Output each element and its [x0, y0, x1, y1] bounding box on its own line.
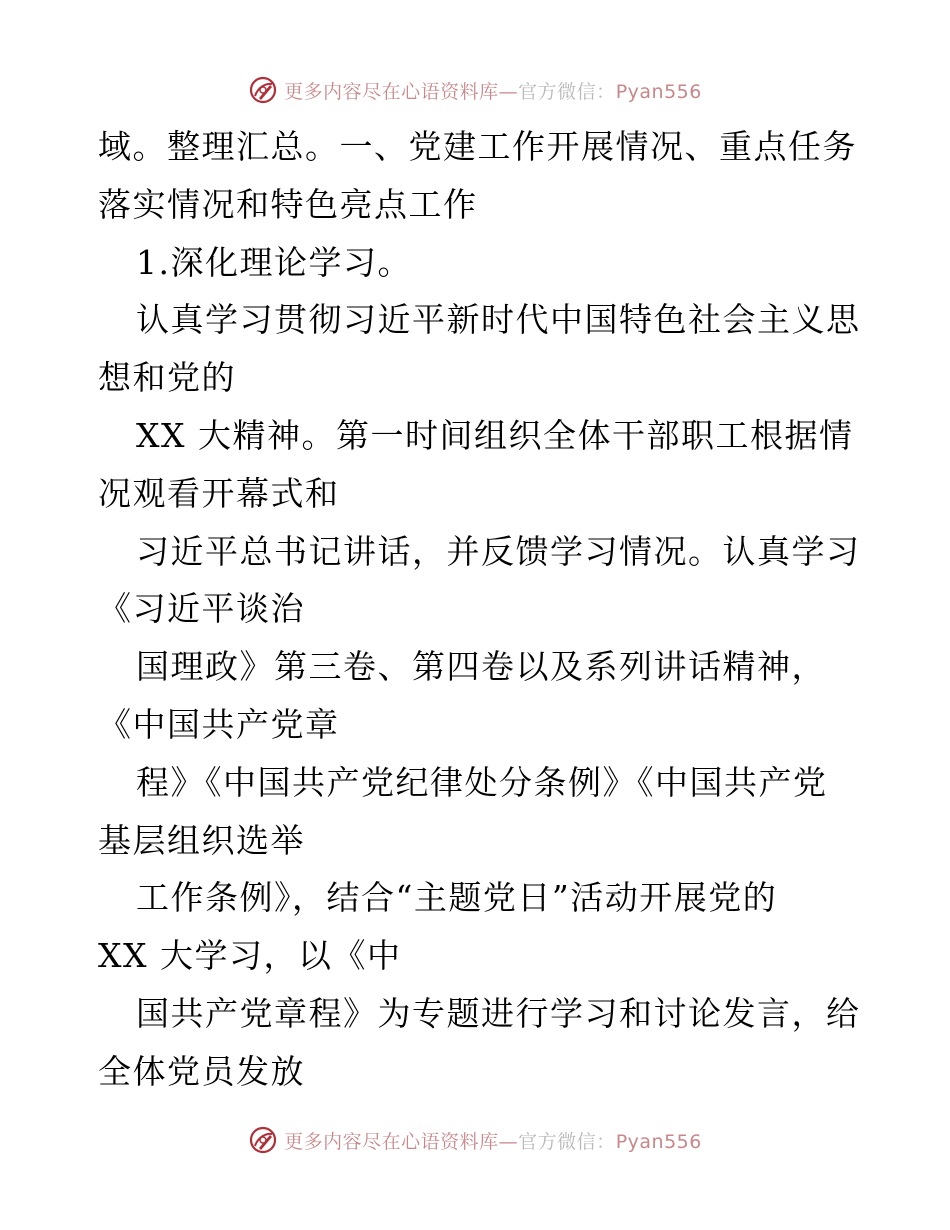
banner-wechat-id: Pyan556	[615, 80, 702, 103]
banner-text-group	[284, 1127, 702, 1154]
banner-text-group	[284, 77, 702, 104]
body-line: 落实情况和特色亮点工作	[98, 184, 478, 224]
body-line: 国共产党章程》为专题进行学习和讨论发言，给	[136, 993, 861, 1033]
body-line: 程》《中国共产党纪律处分条例》《中国共产党	[136, 762, 828, 802]
banner-wechat-label: 官方微信：	[518, 1130, 616, 1153]
banner-wechat-id: Pyan556	[615, 1130, 702, 1153]
body-line: 国理政》第三卷、第四卷以及系列讲话精神，	[136, 647, 826, 687]
pen-swirl-logo-icon	[248, 1125, 278, 1155]
banner-dash: —	[498, 1130, 519, 1153]
body-line: XX 大学习，以《中	[98, 936, 402, 976]
body-line: 想和党的	[98, 358, 236, 398]
banner-slogan: 更多内容尽在心语资料库	[284, 80, 499, 103]
body-line: 《习近平谈治	[98, 589, 305, 629]
body-line: 况观看开幕式和	[98, 473, 340, 513]
banner-wechat-label: 官方微信：	[518, 80, 616, 103]
body-line: 习近平总书记讲话，并反馈学习情况。认真学习	[136, 531, 861, 571]
body-line: XX 大精神。第一时间组织全体干部职工根据情	[136, 415, 854, 455]
body-line: 基层组织选举	[98, 820, 305, 860]
body-line: 《中国共产党章	[98, 704, 340, 744]
header-banner	[0, 70, 950, 110]
body-line: 域。整理汇总。一、党建工作开展情况、重点任务	[98, 127, 857, 166]
body-line: 1.深化理论学习。	[136, 242, 412, 282]
body-line: 全体党员发放	[98, 1051, 305, 1091]
document-body	[98, 118, 868, 1101]
body-line: 认真学习贯彻习近平新时代中国特色社会主义思	[136, 300, 861, 340]
banner-slogan: 更多内容尽在心语资料库	[284, 1130, 499, 1153]
footer-banner	[0, 1120, 950, 1160]
pen-swirl-logo-icon	[248, 75, 278, 105]
body-line: 工作条例》，结合“主题党日”活动开展党的	[136, 878, 778, 918]
banner-dash: —	[498, 80, 519, 103]
